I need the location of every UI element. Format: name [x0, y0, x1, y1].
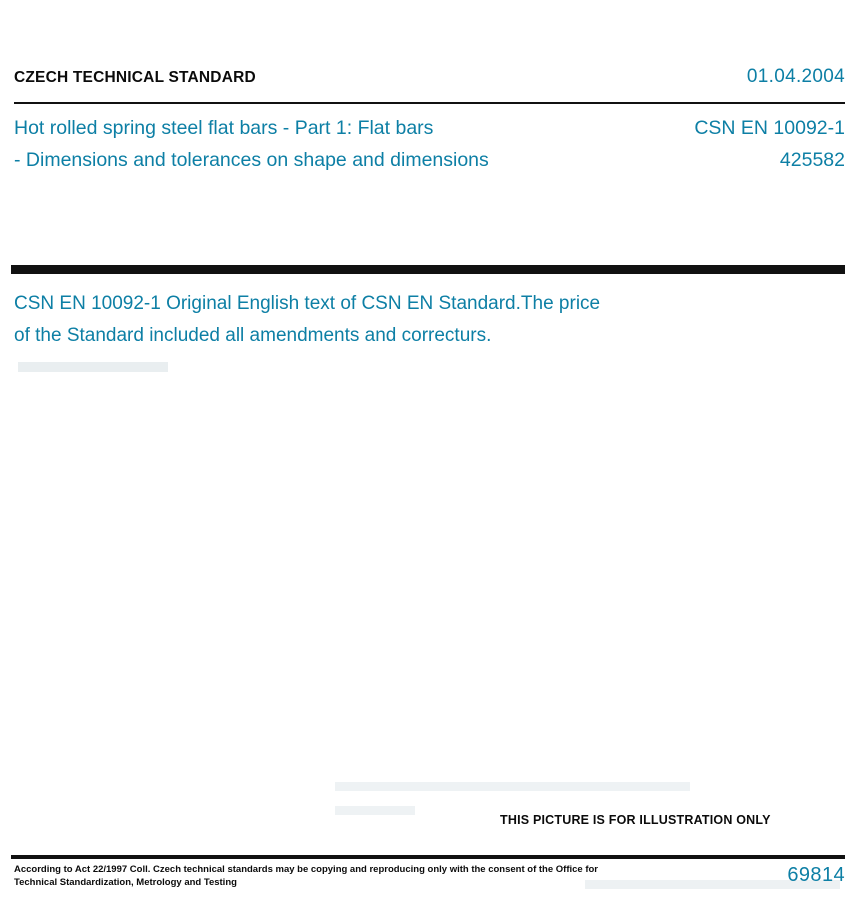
section-divider — [11, 265, 845, 274]
header-top-row — [14, 66, 845, 88]
standard-note — [14, 288, 714, 352]
document-footer — [14, 863, 845, 889]
publication-date: 01.04.2004 — [746, 66, 845, 87]
scan-artifact-top-left — [18, 362, 168, 372]
standard-code: CSN EN 10092-1 — [694, 117, 845, 139]
header-divider — [14, 102, 845, 104]
standard-title-line-2: - Dimensions and tolerances on shape and dimensions — [14, 149, 489, 171]
standard-code-block — [694, 112, 845, 176]
standard-title-line-1: Hot rolled spring steel flat bars - Part 1: Flat bars — [14, 117, 434, 139]
footer-order-number: 69814 — [787, 864, 845, 886]
scan-artifact-middle — [335, 782, 690, 791]
standard-classification-number: 425582 — [779, 149, 845, 171]
document-header — [14, 66, 845, 88]
illustration-disclaimer: THIS PICTURE IS FOR ILLUSTRATION ONLY — [500, 813, 771, 827]
standard-kind-label: CZECH TECHNICAL STANDARD — [14, 69, 256, 86]
standard-note-line-1: CSN EN 10092-1 Original English text of CSN EN Standard.The price — [14, 293, 601, 314]
footer-divider — [11, 855, 845, 859]
scan-artifact-middle-small — [335, 806, 415, 815]
title-block — [14, 112, 845, 176]
standard-note-line-2: of the Standard included all amendments and correcturs. — [14, 325, 492, 346]
footer-legal-text: According to Act 22/1997 Coll. Czech technical standards may be copying and reproducing only with the consent of the Office for Technical Standardization, Metrology and Testing — [14, 864, 598, 888]
standard-title — [14, 112, 489, 176]
